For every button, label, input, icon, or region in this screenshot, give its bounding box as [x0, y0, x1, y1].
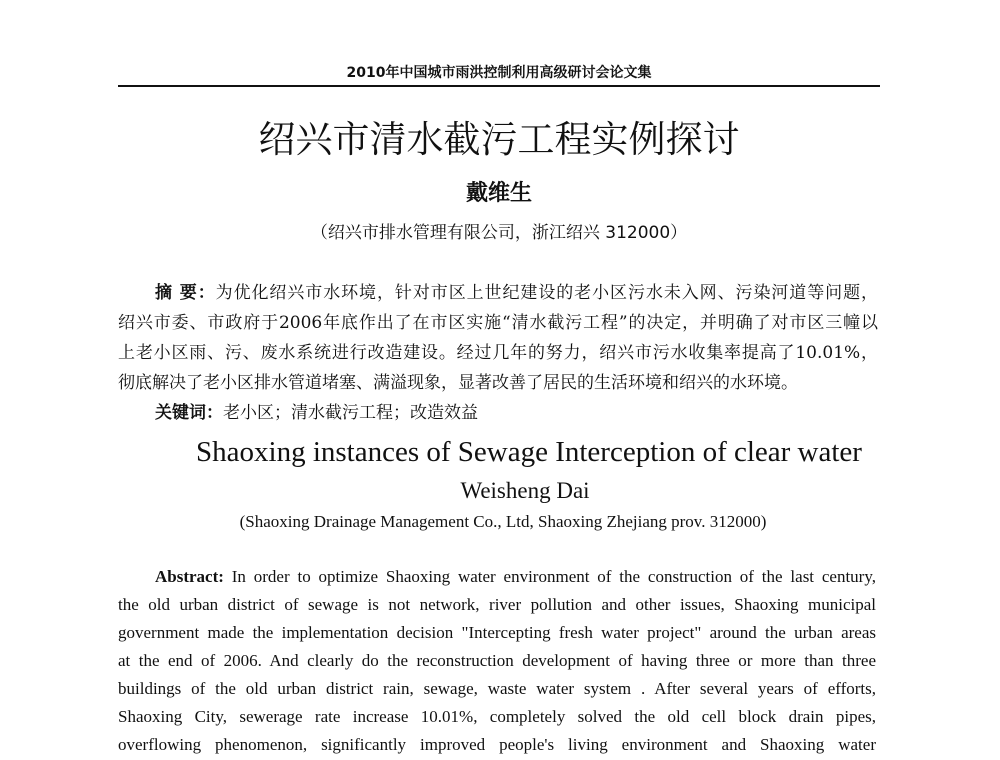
header-divider — [118, 85, 880, 87]
abstract-en-text: In order to optimize Shaoxing water environment of the construction of the last century, — [223, 567, 876, 586]
abstract-en-line: buildings of the old urban district rain, sewage, waste water system . After several years of efforts, — [118, 679, 876, 698]
running-header-title: 2010年中国城市雨洪控制利用高级研讨会论文集 — [346, 65, 652, 81]
author-name-cn: 戴维生 — [465, 180, 532, 206]
paper-title-en: Shaoxing instances of Sewage Interception of clear water — [196, 436, 862, 468]
keywords-cn — [155, 398, 878, 428]
abstract-cn-label: 摘 要： — [155, 283, 216, 303]
abstract-en-line: overflowing phenomenon, significantly improved people's living environment and Shaoxing water — [118, 735, 876, 754]
abstract-cn-line: 绍兴市委、市政府于2006年底作出了在市区实施“清水截污工程”的决定，并明确了对市区三幢以 — [118, 313, 878, 333]
abstract-cn-line: 彻底解决了老小区排水管道堵塞、满溢现象，显著改善了居民的生活环境和绍兴的水环境。 — [118, 373, 798, 393]
keywords-cn-text: 老小区；清水截污工程；改造效益 — [223, 403, 478, 423]
paper-title-cn: 绍兴市清水截污工程实例探讨 — [258, 118, 740, 161]
affiliation-cn: （绍兴市排水管理有限公司，浙江绍兴 312000） — [310, 223, 688, 243]
abstract-en-line: the old urban district of sewage is not network, river pollution and other issues, Shaoxing municipal — [118, 595, 876, 614]
abstract-en-label: Abstract: — [155, 567, 224, 586]
abstract-cn-text: 为优化绍兴市水环境，针对市区上世纪建设的老小区污水未入网、污染河道等问题， — [215, 283, 878, 303]
abstract-en-line — [155, 563, 876, 591]
abstract-en-line: government made the implementation decision "Intercepting fresh water project" around the urban areas — [118, 623, 876, 642]
keywords-cn-label: 关键词： — [155, 403, 223, 423]
affiliation-en: (Shaoxing Drainage Management Co., Ltd, Shaoxing Zhejiang prov. 312000) — [239, 512, 767, 531]
abstract-en-line: at the end of 2006. And clearly do the reconstruction development of having three or more than three — [118, 651, 876, 670]
author-name-en: Weisheng Dai — [460, 478, 590, 503]
abstract-en-line: Shaoxing City, sewerage rate increase 10.01%, completely solved the old cell block drain pipes, — [118, 707, 876, 726]
abstract-cn-line: 上老小区雨、污、废水系统进行改造建设。经过几年的努力，绍兴市污水收集率提高了10.01%， — [118, 343, 878, 363]
abstract-cn-line — [155, 278, 878, 308]
